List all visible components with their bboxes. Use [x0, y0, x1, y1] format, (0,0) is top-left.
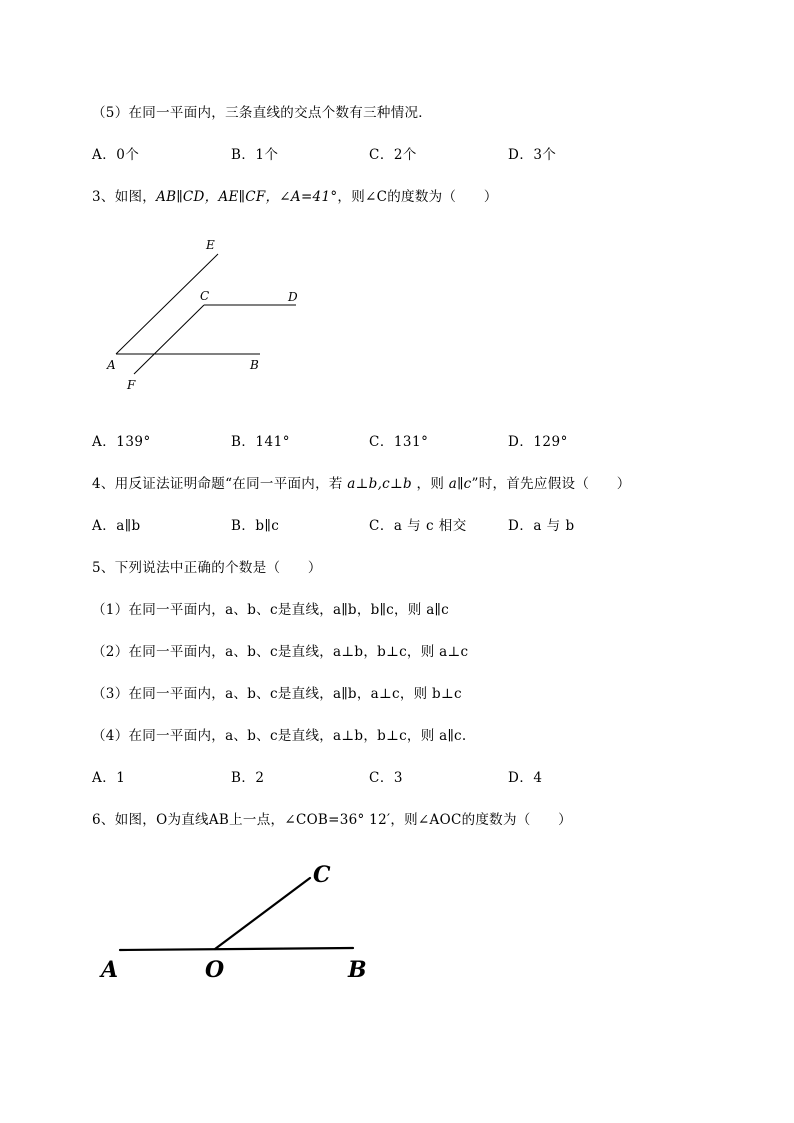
q6-figure — [95, 855, 385, 990]
label-b: B — [348, 957, 367, 983]
q2-item5: （5）在同一平面内，三条直线的交点个数有三种情况． — [92, 105, 433, 121]
q5-option-d: D．4 — [508, 770, 543, 786]
q3-option-d: D．129° — [508, 434, 568, 450]
q5-item-3: （3）在同一平面内，a、b、c是直线，a∥b，a⊥c，则 b⊥c — [92, 686, 462, 702]
q3-option-c: C．131° — [369, 434, 429, 450]
line-cf — [134, 305, 204, 374]
ray-oc — [215, 878, 310, 949]
line-ae — [116, 254, 218, 354]
q5-option-b: B．2 — [231, 770, 265, 786]
q5-option-c: C．3 — [369, 770, 403, 786]
label-e: E — [206, 238, 215, 252]
q2-option-d: D．3个 — [508, 147, 557, 163]
label-o: O — [205, 957, 225, 983]
q4-stem: 4、用反证法证明命题“在同一平面内，若 a⊥b,c⊥b ，则 a∥c”时，首先应假设（ ） — [92, 476, 631, 492]
line-ab — [120, 948, 353, 950]
q4-option-d: D．a 与 b — [508, 518, 575, 534]
q5-option-a: A．1 — [92, 770, 126, 786]
q3-figure — [100, 232, 310, 392]
q5-item-1: （1）在同一平面内，a、b、c是直线，a∥b，b∥c，则 a∥c — [92, 602, 449, 618]
label-f: F — [127, 378, 136, 392]
label-a: A — [107, 358, 116, 372]
label-d: D — [288, 290, 298, 304]
label-b: B — [250, 358, 259, 372]
q5-stem: 5、下列说法中正确的个数是（ ） — [92, 560, 322, 576]
q4-option-a: A．a∥b — [92, 518, 141, 534]
q2-option-c: C．2个 — [369, 147, 417, 163]
q2-option-a: A．0个 — [92, 147, 140, 163]
label-c: C — [200, 289, 210, 303]
label-a: A — [101, 957, 119, 983]
q3-option-a: A．139° — [92, 434, 151, 450]
q5-item-2: （2）在同一平面内，a、b、c是直线，a⊥b，b⊥c，则 a⊥c — [92, 644, 469, 660]
q2-option-b: B．1个 — [231, 147, 279, 163]
q4-option-c: C．a 与 c 相交 — [369, 518, 467, 534]
label-c: C — [313, 862, 331, 888]
q3-option-b: B．141° — [231, 434, 290, 450]
q3-stem: 3、如图，AB∥CD，AE∥CF，∠A=41°，则∠C的度数为（ ） — [92, 189, 498, 205]
q5-item-4: （4）在同一平面内，a、b、c是直线，a⊥b，b⊥c，则 a∥c. — [92, 728, 467, 744]
q4-option-b: B．b∥c — [231, 518, 280, 534]
q6-stem: 6、如图，O为直线AB上一点，∠COB=36° 12′，则∠AOC的度数为（ ） — [92, 812, 572, 828]
